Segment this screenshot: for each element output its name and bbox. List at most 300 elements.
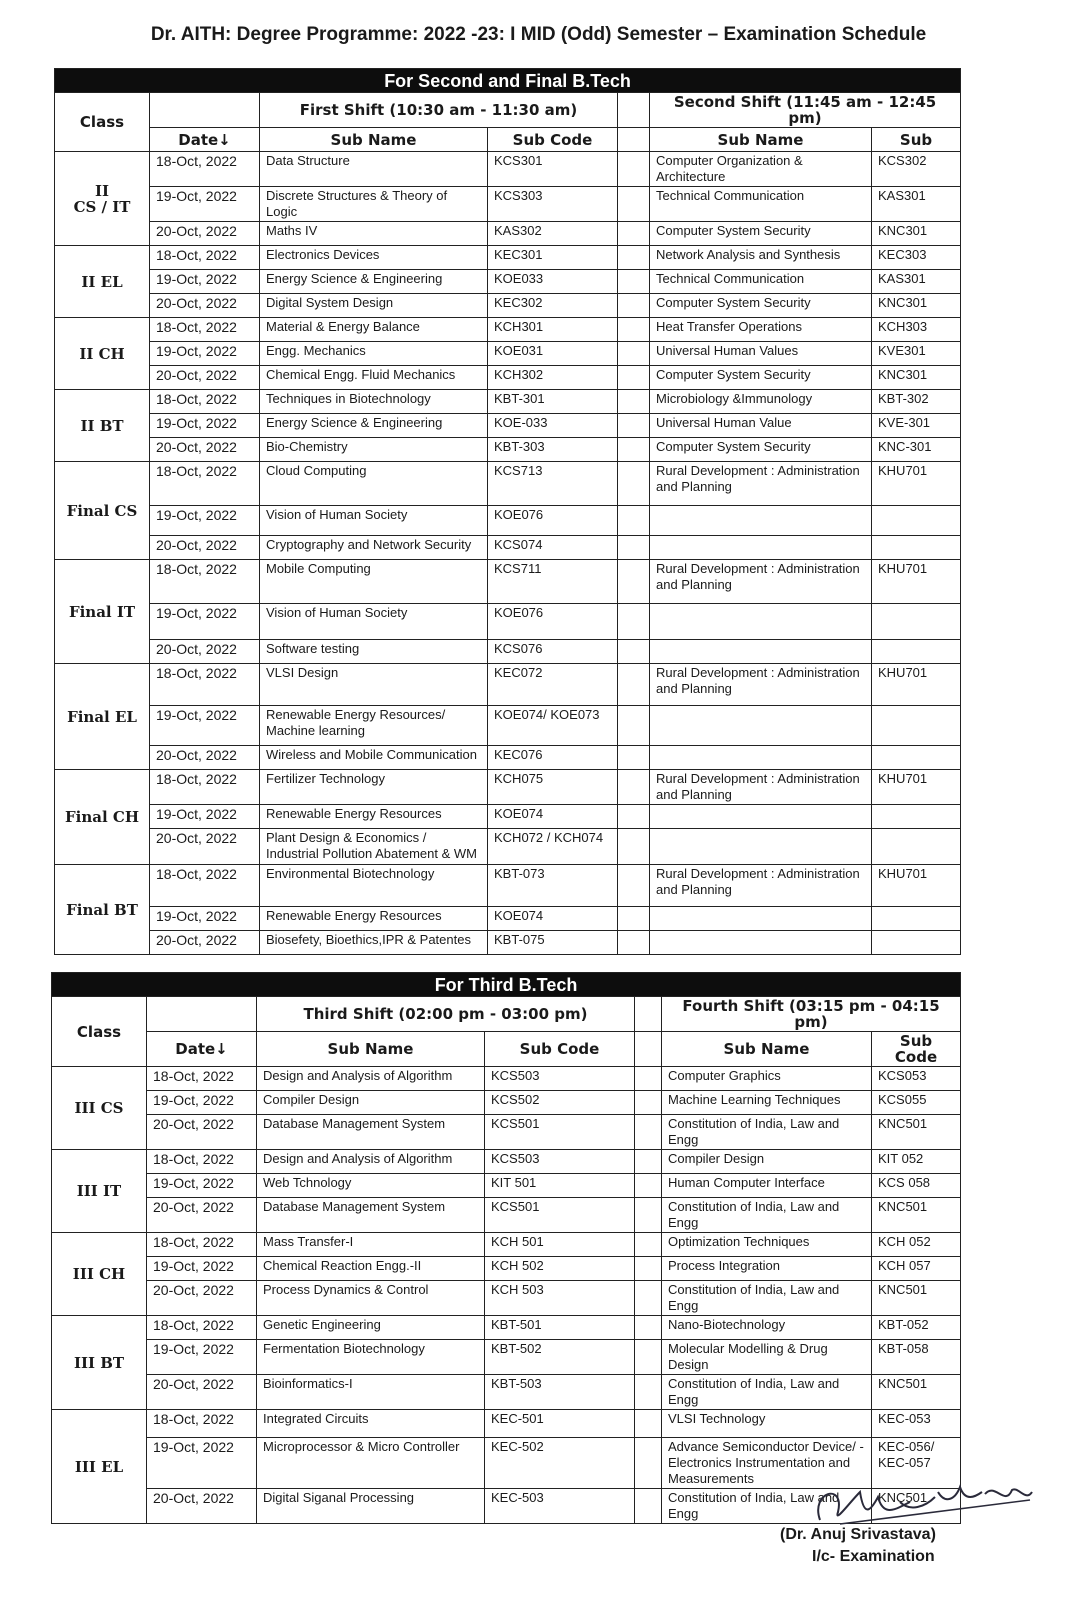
date-cell: 20-Oct, 2022 [147, 1115, 257, 1150]
subject-name-cell [650, 640, 872, 664]
subject-code-cell: KCS301 [488, 152, 618, 187]
table-row [55, 390, 961, 414]
subject-name-cell: Constitution of India, Law and Engg [662, 1375, 872, 1410]
subject-code-cell: KCH 501 [485, 1233, 635, 1257]
table-row [55, 366, 961, 390]
class-cell: Final CH [55, 770, 150, 865]
date-cell: 18-Oct, 2022 [150, 152, 260, 187]
date-cell: 20-Oct, 2022 [150, 536, 260, 560]
table-row [55, 640, 961, 664]
page-title: Dr. AITH: Degree Programme: 2022 -23: I MID (Odd) Semester – Examination Schedule [150, 24, 927, 45]
subject-code-cell: KCS053 [872, 1067, 961, 1091]
subject-code-cell [872, 506, 961, 536]
class-cell: Final BT [55, 865, 150, 955]
gap-cell [635, 1198, 662, 1233]
subject-name-cell [650, 706, 872, 746]
table-row [55, 865, 961, 907]
subject-code-cell: KEC-056/ KEC-057 [872, 1438, 961, 1489]
schedule-table-second-final [54, 68, 961, 955]
subject-name-cell: Process Integration [662, 1257, 872, 1281]
subject-name-cell: Constitution of India, Law and Engg [662, 1115, 872, 1150]
date-cell: 19-Oct, 2022 [150, 706, 260, 746]
gap-cell [635, 1375, 662, 1410]
subject-code-cell: KBT-058 [872, 1340, 961, 1375]
subject-code-cell: KOE031 [488, 342, 618, 366]
subject-name-cell: Rural Development : Administration and Planning [650, 462, 872, 506]
date-cell: 19-Oct, 2022 [150, 604, 260, 640]
gap-cell [618, 187, 650, 222]
sub-code-header: Sub Code [872, 1032, 961, 1067]
subject-code-cell: KCH 052 [872, 1233, 961, 1257]
gap-cell [618, 829, 650, 865]
subject-code-cell: KNC501 [872, 1375, 961, 1410]
class-cell: III EL [52, 1410, 147, 1524]
date-cell: 18-Oct, 2022 [150, 246, 260, 270]
subject-code-cell: KBT-501 [485, 1316, 635, 1340]
subject-name-cell: Chemical Reaction Engg.-II [257, 1257, 485, 1281]
gap-cell [618, 462, 650, 506]
date-cell: 20-Oct, 2022 [150, 366, 260, 390]
table-row [52, 1340, 961, 1375]
subject-name-cell: Energy Science & Engineering [260, 414, 488, 438]
subject-name-cell: Discrete Structures & Theory of Logic [260, 187, 488, 222]
subject-name-cell: Advance Semiconductor Device/ - Electronics Instrumentation and Measurements [662, 1438, 872, 1489]
subject-name-cell: Mobile Computing [260, 560, 488, 604]
gap-cell [618, 246, 650, 270]
date-cell: 18-Oct, 2022 [150, 318, 260, 342]
subject-name-cell: Nano-Biotechnology [662, 1316, 872, 1340]
class-cell: Final IT [55, 560, 150, 664]
gap-cell [618, 414, 650, 438]
subject-code-cell: KOE-033 [488, 414, 618, 438]
subject-code-cell [872, 907, 961, 931]
subject-code-cell: KCS501 [485, 1198, 635, 1233]
class-cell: Final CS [55, 462, 150, 560]
table-row [52, 1410, 961, 1438]
subject-code-cell: KCS501 [485, 1115, 635, 1150]
subject-code-cell: KBT-503 [485, 1375, 635, 1410]
table-row [55, 152, 961, 187]
subject-name-cell: Rural Development : Administration and Planning [650, 770, 872, 805]
subject-code-cell: KCH072 / KCH074 [488, 829, 618, 865]
date-cell: 19-Oct, 2022 [150, 270, 260, 294]
shift-header: Second Shift (11:45 am - 12:45 pm) [650, 93, 961, 128]
gap-cell [618, 270, 650, 294]
subject-code-cell [872, 931, 961, 955]
date-cell: 18-Oct, 2022 [150, 462, 260, 506]
subject-name-cell: Design and Analysis of Algorithm [257, 1150, 485, 1174]
subject-name-cell: Rural Development : Administration and Planning [650, 865, 872, 907]
subject-name-cell: Material & Energy Balance [260, 318, 488, 342]
subject-name-cell [650, 604, 872, 640]
subject-code-cell: KCS711 [488, 560, 618, 604]
subject-code-cell: KCS302 [872, 152, 961, 187]
date-cell: 20-Oct, 2022 [150, 294, 260, 318]
subject-name-cell: Energy Science & Engineering [260, 270, 488, 294]
subject-name-cell: Electronics Devices [260, 246, 488, 270]
table-row [55, 536, 961, 560]
subject-code-cell: KOE074 [488, 805, 618, 829]
date-cell: 20-Oct, 2022 [147, 1375, 257, 1410]
subject-code-cell: KOE076 [488, 604, 618, 640]
class-header: Class [55, 93, 150, 152]
subject-code-cell [872, 829, 961, 865]
subject-name-cell: Computer System Security [650, 366, 872, 390]
subject-name-cell: Engg. Mechanics [260, 342, 488, 366]
date-cell: 19-Oct, 2022 [147, 1257, 257, 1281]
subject-code-cell: KAS301 [872, 270, 961, 294]
date-cell: 20-Oct, 2022 [147, 1489, 257, 1524]
date-cell: 18-Oct, 2022 [147, 1067, 257, 1091]
gap-cell [618, 664, 650, 706]
date-cell: 19-Oct, 2022 [150, 907, 260, 931]
subject-code-cell: KCH303 [872, 318, 961, 342]
subject-name-cell: Compiler Design [257, 1091, 485, 1115]
gap-cell [618, 366, 650, 390]
class-header: Class [52, 997, 147, 1067]
subject-code-cell: KCH 502 [485, 1257, 635, 1281]
subject-name-cell: Process Dynamics & Control [257, 1281, 485, 1316]
subject-code-cell: KIT 052 [872, 1150, 961, 1174]
subject-code-cell: KHU701 [872, 770, 961, 805]
date-cell: 18-Oct, 2022 [150, 560, 260, 604]
subject-code-cell: KEC076 [488, 746, 618, 770]
gap-cell [618, 865, 650, 907]
table-row [55, 270, 961, 294]
subject-name-cell: Machine Learning Techniques [662, 1091, 872, 1115]
section-banner: For Second and Final B.Tech [55, 69, 961, 93]
subject-code-cell: KNC301 [872, 222, 961, 246]
subject-name-cell: Computer Organization & Architecture [650, 152, 872, 187]
gap-cell [635, 1316, 662, 1340]
subject-code-cell: KBT-073 [488, 865, 618, 907]
subject-name-cell: Molecular Modelling & Drug Design [662, 1340, 872, 1375]
gap-cell [618, 152, 650, 187]
subject-name-cell: Universal Human Value [650, 414, 872, 438]
class-cell: II EL [55, 246, 150, 318]
subject-name-cell: Web Tchnology [257, 1174, 485, 1198]
subject-name-cell: Rural Development : Administration and Planning [650, 664, 872, 706]
section-banner: For Third B.Tech [52, 973, 961, 997]
subject-code-cell: KEC-053 [872, 1410, 961, 1438]
subject-name-cell: Rural Development : Administration and Planning [650, 560, 872, 604]
subject-name-cell: Software testing [260, 640, 488, 664]
subject-name-cell: Optimization Techniques [662, 1233, 872, 1257]
date-cell: 20-Oct, 2022 [150, 746, 260, 770]
gap-cell [618, 536, 650, 560]
date-cell: 19-Oct, 2022 [147, 1438, 257, 1489]
subject-name-cell: Constitution of India, Law and Engg [662, 1489, 872, 1524]
subject-code-cell: KNC501 [872, 1198, 961, 1233]
date-cell: 18-Oct, 2022 [150, 390, 260, 414]
subject-name-cell: Computer Graphics [662, 1067, 872, 1091]
table-row [52, 1115, 961, 1150]
sub-name-header: Sub Name [257, 1032, 485, 1067]
subject-name-cell: Bioinformatics-I [257, 1375, 485, 1410]
subject-name-cell: Vision of Human Society [260, 506, 488, 536]
subject-code-cell: KEC303 [872, 246, 961, 270]
gap-cell [618, 640, 650, 664]
gap-cell [618, 506, 650, 536]
subject-code-cell: KBT-301 [488, 390, 618, 414]
subject-code-cell: KCS055 [872, 1091, 961, 1115]
subject-name-cell: Human Computer Interface [662, 1174, 872, 1198]
subject-name-cell: Technical Communication [650, 270, 872, 294]
subject-name-cell: Renewable Energy Resources/ Machine learning [260, 706, 488, 746]
subject-code-cell: KEC-503 [485, 1489, 635, 1524]
table-row [52, 1233, 961, 1257]
subject-code-cell: KHU701 [872, 664, 961, 706]
subject-name-cell: Database Management System [257, 1115, 485, 1150]
table-row [55, 414, 961, 438]
subject-name-cell: Design and Analysis of Algorithm [257, 1067, 485, 1091]
sub-name-header: Sub Name [650, 128, 872, 152]
subject-name-cell: Techniques in Biotechnology [260, 390, 488, 414]
subject-code-cell: KCH 057 [872, 1257, 961, 1281]
subject-code-cell: KCH302 [488, 366, 618, 390]
table-row [55, 746, 961, 770]
subject-code-cell: KNC501 [872, 1281, 961, 1316]
subject-code-cell: KNC301 [872, 294, 961, 318]
class-cell: Final EL [55, 664, 150, 770]
gap-cell [618, 390, 650, 414]
shift-header: Fourth Shift (03:15 pm - 04:15 pm) [662, 997, 961, 1032]
shift-header: Third Shift (02:00 pm - 03:00 pm) [257, 997, 635, 1032]
sub-code-header: Sub [872, 128, 961, 152]
subject-name-cell: Digital Siganal Processing [257, 1489, 485, 1524]
subject-name-cell: Fertilizer Technology [260, 770, 488, 805]
class-cell: III IT [52, 1150, 147, 1233]
subject-name-cell: Cloud Computing [260, 462, 488, 506]
subject-code-cell: KCH301 [488, 318, 618, 342]
gap-cell [618, 907, 650, 931]
subject-name-cell: Technical Communication [650, 187, 872, 222]
table-row [55, 770, 961, 805]
class-cell: III CS [52, 1067, 147, 1150]
subject-code-cell: KNC501 [872, 1489, 961, 1524]
subject-name-cell: Constitution of India, Law and Engg [662, 1281, 872, 1316]
subject-name-cell [650, 829, 872, 865]
subject-code-cell: KCS303 [488, 187, 618, 222]
subject-name-cell: VLSI Technology [662, 1410, 872, 1438]
gap-cell [635, 1257, 662, 1281]
class-cell: III BT [52, 1316, 147, 1410]
schedule-table-third [51, 972, 961, 1524]
subject-name-cell: Integrated Circuits [257, 1410, 485, 1438]
date-cell: 19-Oct, 2022 [150, 414, 260, 438]
table-row [52, 1174, 961, 1198]
date-cell: 18-Oct, 2022 [150, 865, 260, 907]
signatory-role: I/c- Examination [812, 1548, 935, 1565]
table-row [55, 187, 961, 222]
subject-name-cell: Compiler Design [662, 1150, 872, 1174]
gap-cell [635, 1410, 662, 1438]
subject-name-cell: Genetic Engineering [257, 1316, 485, 1340]
subject-code-cell: KNC-301 [872, 438, 961, 462]
subject-name-cell: Bio-Chemistry [260, 438, 488, 462]
gap-cell [618, 294, 650, 318]
table-row [55, 294, 961, 318]
date-cell: 18-Oct, 2022 [147, 1150, 257, 1174]
subject-name-cell [650, 907, 872, 931]
subject-code-cell [872, 706, 961, 746]
subject-code-cell [872, 536, 961, 560]
table-row [55, 829, 961, 865]
subject-name-cell [650, 746, 872, 770]
table-row [55, 318, 961, 342]
gap-cell [635, 1489, 662, 1524]
subject-code-cell: KEC-502 [485, 1438, 635, 1489]
subject-name-cell: VLSI Design [260, 664, 488, 706]
table-row [52, 1198, 961, 1233]
subject-code-cell: KAS301 [872, 187, 961, 222]
class-cell: II CH [55, 318, 150, 390]
subject-code-cell: KOE076 [488, 506, 618, 536]
subject-code-cell [872, 640, 961, 664]
class-cell: II CS / IT [55, 152, 150, 246]
sub-code-header: Sub Code [488, 128, 618, 152]
gap-cell [635, 1067, 662, 1091]
subject-name-cell [650, 805, 872, 829]
gap-cell [618, 222, 650, 246]
subject-code-cell: KEC302 [488, 294, 618, 318]
date-cell: 20-Oct, 2022 [147, 1281, 257, 1316]
table-row [55, 342, 961, 366]
subject-code-cell: KCS076 [488, 640, 618, 664]
date-cell: 20-Oct, 2022 [150, 640, 260, 664]
table-row [55, 664, 961, 706]
subject-code-cell: KOE033 [488, 270, 618, 294]
subject-code-cell: KCS074 [488, 536, 618, 560]
gap-cell [618, 560, 650, 604]
table-row [55, 222, 961, 246]
subject-code-cell: KNC301 [872, 366, 961, 390]
sub-code-header: Sub Code [485, 1032, 635, 1067]
date-cell: 18-Oct, 2022 [150, 770, 260, 805]
subject-code-cell [872, 805, 961, 829]
subject-name-cell: Database Management System [257, 1198, 485, 1233]
subject-code-cell: KBT-303 [488, 438, 618, 462]
subject-code-cell: KOE074/ KOE073 [488, 706, 618, 746]
subject-code-cell: KBT-302 [872, 390, 961, 414]
subject-name-cell: Microprocessor & Micro Controller [257, 1438, 485, 1489]
gap-cell [635, 1115, 662, 1150]
subject-code-cell: KEC-501 [485, 1410, 635, 1438]
table-row [55, 246, 961, 270]
table-row [52, 1375, 961, 1410]
table-row [52, 1281, 961, 1316]
subject-code-cell: KOE074 [488, 907, 618, 931]
subject-name-cell: Computer System Security [650, 222, 872, 246]
subject-code-cell: KHU701 [872, 865, 961, 907]
date-cell: 18-Oct, 2022 [147, 1410, 257, 1438]
gap-cell [618, 342, 650, 366]
date-cell: 19-Oct, 2022 [150, 506, 260, 536]
subject-name-cell: Data Structure [260, 152, 488, 187]
date-cell: 20-Oct, 2022 [150, 438, 260, 462]
gap-cell [635, 1091, 662, 1115]
date-cell: 18-Oct, 2022 [147, 1316, 257, 1340]
date-cell: 19-Oct, 2022 [147, 1174, 257, 1198]
table-row [55, 560, 961, 604]
date-cell: 20-Oct, 2022 [147, 1198, 257, 1233]
sub-name-header: Sub Name [662, 1032, 872, 1067]
subject-code-cell: KCH 503 [485, 1281, 635, 1316]
subject-code-cell: KHU701 [872, 462, 961, 506]
gap-cell [635, 1174, 662, 1198]
date-header: Date↓ [147, 1032, 257, 1067]
table-row [55, 506, 961, 536]
subject-name-cell: Fermentation Biotechnology [257, 1340, 485, 1375]
date-cell: 20-Oct, 2022 [150, 931, 260, 955]
subject-code-cell: KAS302 [488, 222, 618, 246]
table-row [55, 438, 961, 462]
subject-code-cell: KEC301 [488, 246, 618, 270]
table-row [55, 706, 961, 746]
subject-name-cell: Digital System Design [260, 294, 488, 318]
subject-name-cell: Environmental Biotechnology [260, 865, 488, 907]
subject-code-cell: KHU701 [872, 560, 961, 604]
gap-cell [635, 1281, 662, 1316]
table-row [55, 805, 961, 829]
gap-cell [618, 770, 650, 805]
date-cell: 19-Oct, 2022 [150, 187, 260, 222]
table-row [52, 1316, 961, 1340]
subject-code-cell: KEC072 [488, 664, 618, 706]
subject-name-cell [650, 506, 872, 536]
subject-code-cell: KCH075 [488, 770, 618, 805]
shift-header: First Shift (10:30 am - 11:30 am) [260, 93, 618, 128]
subject-name-cell: Wireless and Mobile Communication [260, 746, 488, 770]
table-row [55, 604, 961, 640]
date-cell: 19-Oct, 2022 [147, 1340, 257, 1375]
subject-code-cell: KBT-052 [872, 1316, 961, 1340]
subject-name-cell: Computer System Security [650, 438, 872, 462]
subject-code-cell: KVE-301 [872, 414, 961, 438]
subject-code-cell: KVE301 [872, 342, 961, 366]
table-row [52, 1067, 961, 1091]
signatory-name: (Dr. Anuj Srivastava) [780, 1526, 936, 1543]
subject-name-cell: Microbiology &Immunology [650, 390, 872, 414]
handwritten-signature [760, 1462, 1060, 1532]
subject-code-cell: KCS503 [485, 1150, 635, 1174]
table-row [55, 907, 961, 931]
date-cell: 18-Oct, 2022 [147, 1233, 257, 1257]
subject-code-cell: KCS713 [488, 462, 618, 506]
subject-name-cell: Constitution of India, Law and Engg [662, 1198, 872, 1233]
gap-cell [618, 318, 650, 342]
gap-cell [635, 1150, 662, 1174]
table-row [55, 462, 961, 506]
gap-cell [618, 438, 650, 462]
subject-name-cell: Universal Human Values [650, 342, 872, 366]
subject-code-cell [872, 604, 961, 640]
subject-name-cell: Network Analysis and Synthesis [650, 246, 872, 270]
gap-cell [635, 1438, 662, 1489]
gap-cell [635, 1233, 662, 1257]
class-cell: III CH [52, 1233, 147, 1316]
table-row [52, 1150, 961, 1174]
subject-name-cell: Heat Transfer Operations [650, 318, 872, 342]
gap-cell [635, 1340, 662, 1375]
gap-cell [618, 746, 650, 770]
subject-name-cell [650, 536, 872, 560]
subject-code-cell: KCS 058 [872, 1174, 961, 1198]
gap-cell [618, 604, 650, 640]
subject-name-cell: Renewable Energy Resources [260, 805, 488, 829]
table-row [52, 1091, 961, 1115]
sub-name-header: Sub Name [260, 128, 488, 152]
